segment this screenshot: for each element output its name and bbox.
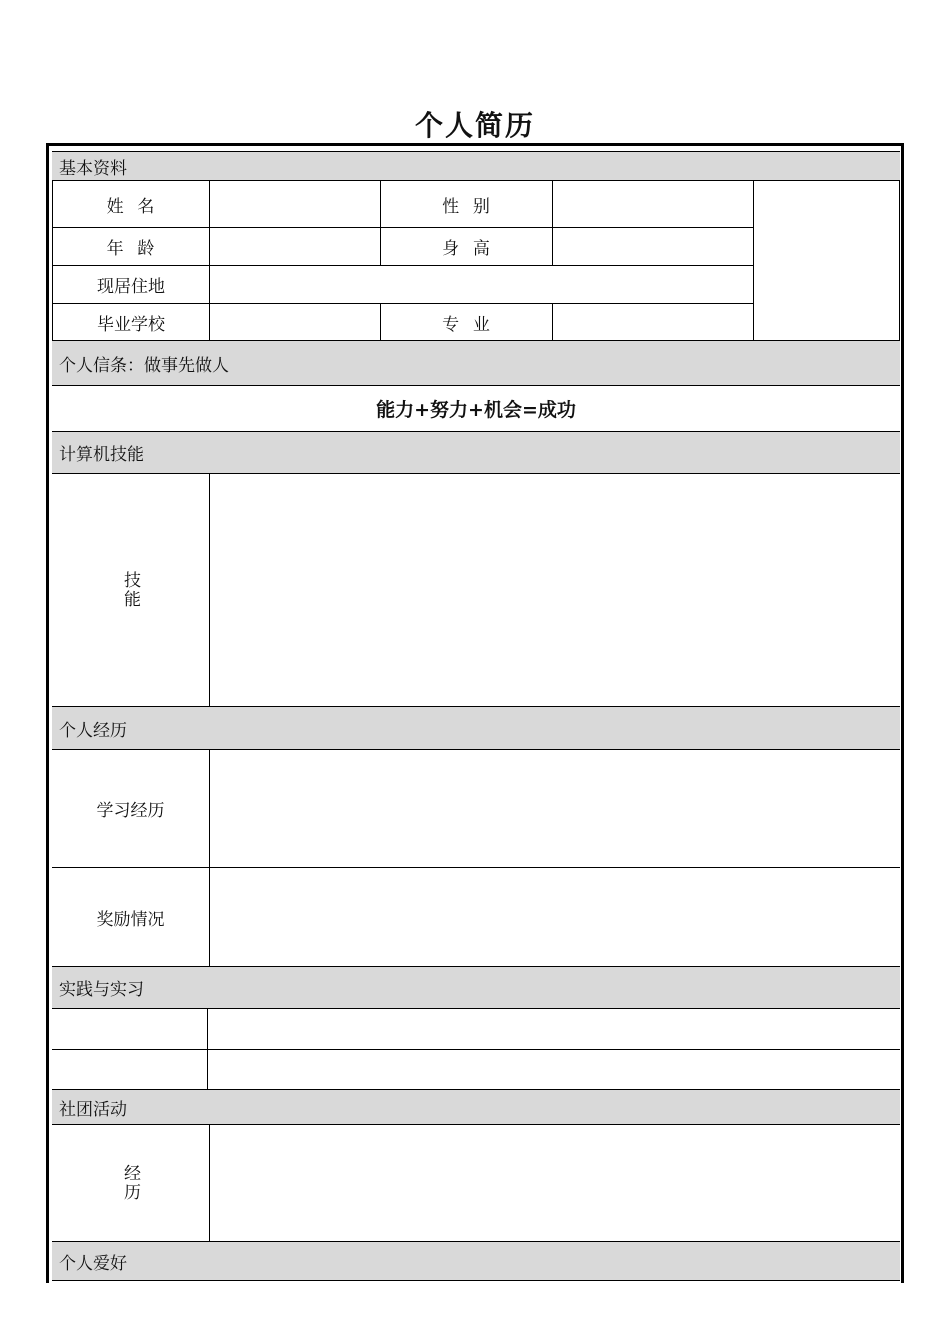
motto-text: 能力+努力+机会=成功: [52, 385, 900, 432]
residence-label: 现居住地: [52, 265, 210, 304]
section-club-header: 社团活动: [52, 1089, 900, 1125]
height-label: 身 高: [380, 227, 553, 266]
school-field[interactable]: [209, 303, 381, 341]
section-creed-header: 个人信条：做事先做人: [52, 340, 900, 386]
section-experience-header: 个人经历: [52, 706, 900, 750]
club-field[interactable]: [209, 1124, 900, 1242]
gender-field[interactable]: [552, 180, 754, 228]
name-field[interactable]: [209, 180, 381, 228]
club-label: 经历: [120, 1164, 140, 1202]
practice-row1-label-field[interactable]: [52, 1008, 208, 1050]
study-field[interactable]: [209, 749, 900, 868]
major-field[interactable]: [552, 303, 754, 341]
residence-field[interactable]: [209, 265, 754, 304]
photo-box[interactable]: [753, 180, 900, 341]
skills-field[interactable]: [209, 473, 900, 707]
skills-label: 技能: [120, 571, 140, 609]
major-label: 专 业: [380, 303, 553, 341]
gender-label: 性 别: [380, 180, 553, 228]
page-title: 个人简历: [414, 109, 535, 142]
club-label-cell: [52, 1124, 210, 1242]
section-basic-header: 基本资料: [52, 151, 900, 181]
study-label: 学习经历: [52, 749, 210, 868]
practice-row2-field[interactable]: [207, 1049, 900, 1090]
age-field[interactable]: [209, 227, 381, 266]
resume-table: [46, 143, 904, 1283]
height-field[interactable]: [552, 227, 754, 266]
practice-row2-label-field[interactable]: [52, 1049, 208, 1090]
skills-label-cell: [52, 473, 210, 707]
practice-row1-field[interactable]: [207, 1008, 900, 1050]
section-practice-header: 实践与实习: [52, 966, 900, 1009]
section-computer-header: 计算机技能: [52, 431, 900, 474]
section-hobby-header: 个人爱好: [52, 1241, 900, 1281]
school-label: 毕业学校: [52, 303, 210, 341]
awards-field[interactable]: [209, 867, 900, 967]
name-label: 姓 名: [52, 180, 210, 228]
age-label: 年 龄: [52, 227, 210, 266]
awards-label: 奖励情况: [52, 867, 210, 967]
